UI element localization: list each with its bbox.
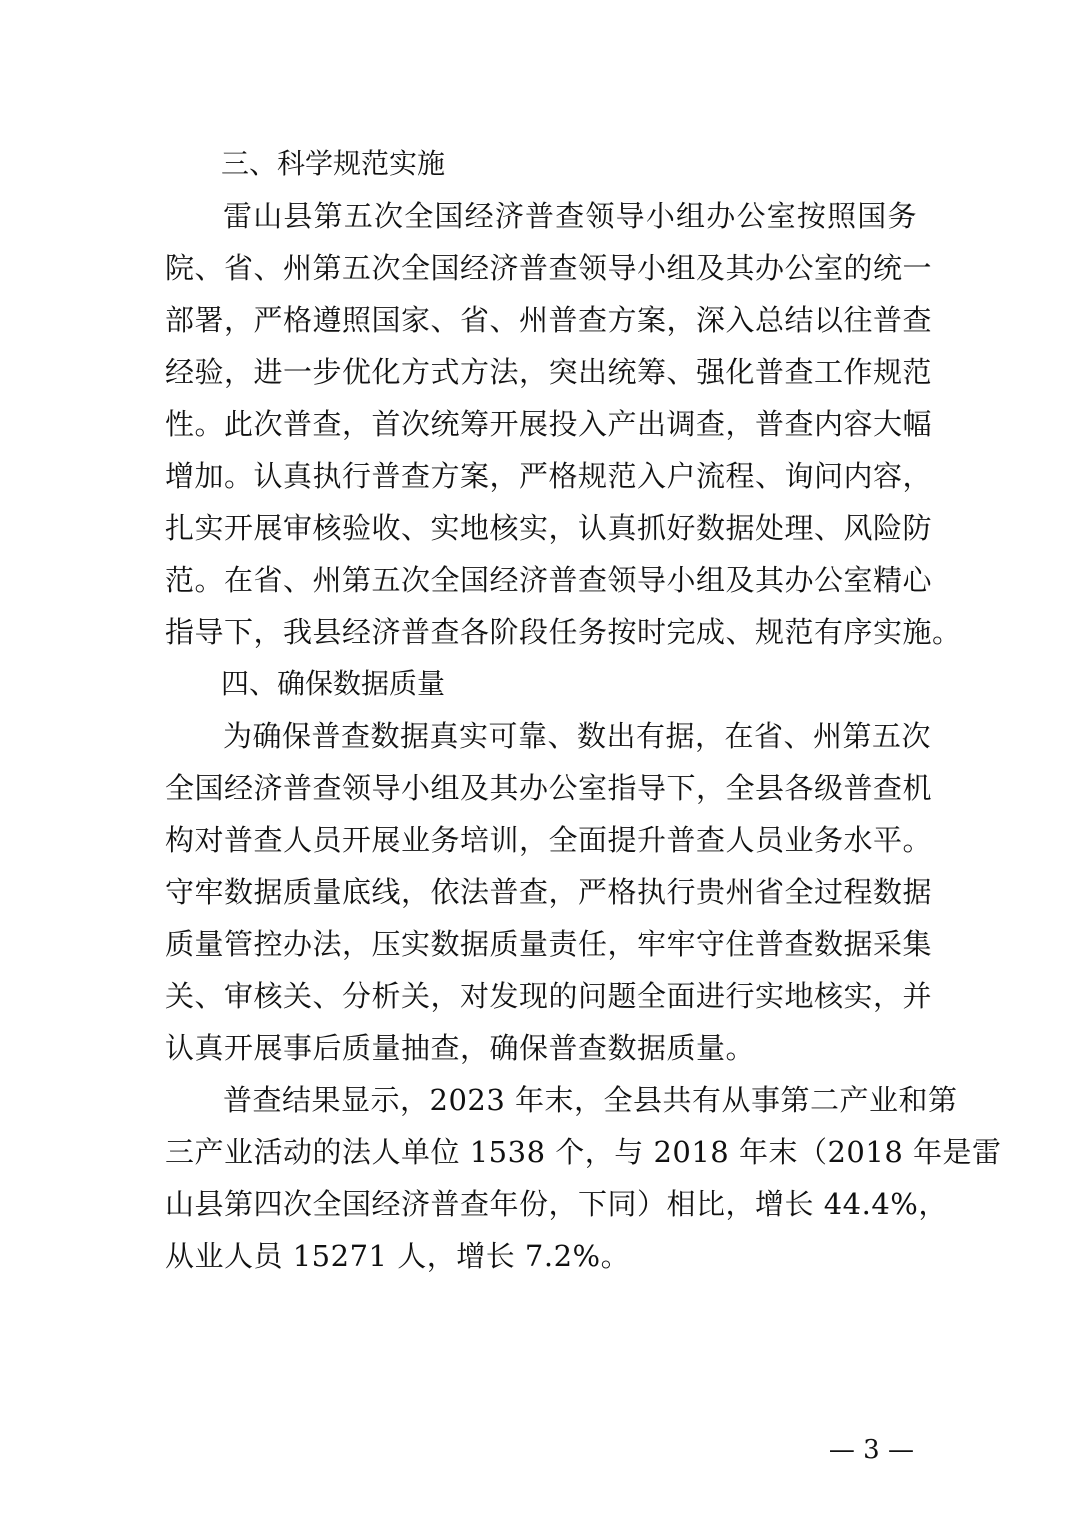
paragraph-line: 部署，严格遵照国家、省、州普查方案，深入总结以往普查 bbox=[165, 303, 933, 337]
paragraph bbox=[165, 1074, 1002, 1282]
paragraph-line: 关、审核关、分析关，对发现的问题全面进行实地核实，并 bbox=[165, 979, 933, 1013]
paragraph-line: 雷山县第五次全国经济普查领导小组办公室按照国务 bbox=[223, 199, 917, 233]
paragraph-line: 为确保普查数据真实可靠、数出有据，在省、州第五次 bbox=[223, 719, 932, 753]
paragraph-line: 院、省、州第五次全国经济普查领导小组及其办公室的统一 bbox=[165, 251, 933, 285]
paragraph-line: 指导下，我县经济普查各阶段任务按时完成、规范有序实施。 bbox=[165, 615, 962, 649]
paragraph bbox=[165, 710, 933, 1074]
paragraph-line: 认真开展事后质量抽查，确保普查数据质量。 bbox=[165, 1031, 756, 1065]
paragraph-line: 山县第四次全国经济普查年份，下同）相比，增长 44.4%， bbox=[165, 1187, 948, 1221]
section-heading: 四、确保数据质量 bbox=[221, 667, 446, 700]
paragraph-line: 普查结果显示，2023 年末，全县共有从事第二产业和第 bbox=[223, 1083, 958, 1117]
paragraph-line: 构对普查人员开展业务培训，全面提升普查人员业务水平。 bbox=[165, 823, 933, 857]
paragraph-line: 性。此次普查，首次统筹开展投入产出调查，普查内容大幅 bbox=[165, 407, 933, 441]
paragraph-line: 增加。认真执行普查方案，严格规范入户流程、询问内容， bbox=[165, 459, 933, 493]
paragraph bbox=[165, 190, 962, 658]
document-body bbox=[165, 138, 1002, 1282]
page-number: — 3 — bbox=[828, 1435, 914, 1465]
paragraph-line: 扎实开展审核验收、实地核实，认真抓好数据处理、风险防 bbox=[165, 511, 933, 545]
paragraph-line: 全国经济普查领导小组及其办公室指导下，全县各级普查机 bbox=[165, 771, 933, 805]
paragraph-line: 质量管控办法，压实数据质量责任，牢牢守住普查数据采集 bbox=[165, 927, 933, 961]
paragraph-line: 守牢数据质量底线，依法普查，严格执行贵州省全过程数据 bbox=[165, 875, 933, 909]
paragraph-line: 从业人员 15271 人，增长 7.2%。 bbox=[165, 1239, 631, 1273]
paragraph-line: 范。在省、州第五次全国经济普查领导小组及其办公室精心 bbox=[165, 563, 933, 597]
paragraph-line: 三产业活动的法人单位 1538 个，与 2018 年末（2018 年是雷 bbox=[165, 1135, 1002, 1169]
section-heading: 三、科学规范实施 bbox=[221, 147, 446, 180]
paragraph-line: 经验，进一步优化方式方法，突出统筹、强化普查工作规范 bbox=[165, 355, 933, 389]
